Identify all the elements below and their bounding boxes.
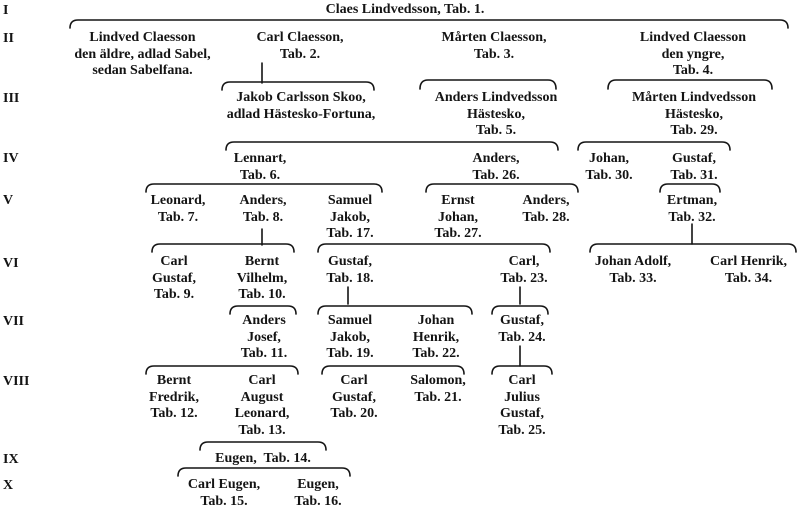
- person-name-line: Gustaf,: [484, 313, 560, 330]
- person-anders-28: [508, 193, 584, 226]
- person-johan-adolf-33: [578, 254, 688, 287]
- person-tab-ref: Tab. 20.: [316, 406, 392, 423]
- person-tab-ref: Tab. 22.: [398, 346, 474, 363]
- person-name-line: Vilhelm,: [224, 271, 300, 288]
- person-gustaf-31: [656, 151, 732, 184]
- person-tab-ref: Tab. 27.: [420, 226, 496, 243]
- person-tab-ref: Tab. 19.: [312, 346, 388, 363]
- generation-label-i: I: [3, 3, 8, 18]
- person-tab-ref: Tab. 32.: [652, 210, 732, 227]
- person-tab-ref: Tab. 10.: [224, 287, 300, 304]
- person-name-line: Carl: [136, 254, 212, 271]
- person-lennart: [222, 151, 298, 184]
- person-name-line: Gustaf,: [136, 271, 212, 288]
- person-name-line: Anders: [226, 313, 302, 330]
- person-salomon-21: [398, 373, 478, 406]
- person-name-line: Hästesko,: [414, 107, 578, 124]
- person-leonard-7: [140, 193, 216, 226]
- person-johan-30: [574, 151, 644, 184]
- person-name-line: Bernt: [224, 254, 300, 271]
- person-tab-ref: Tab. 11.: [226, 346, 302, 363]
- person-lindved-claesson-aldre: [60, 30, 225, 80]
- generation-label-vi: VI: [3, 256, 19, 271]
- person-tab-ref: Tab. 21.: [398, 390, 478, 407]
- person-name-line: Gustaf,: [312, 254, 388, 271]
- person-name-line: Fredrik,: [136, 390, 212, 407]
- person-tab-ref: Tab. 15.: [174, 494, 274, 510]
- person-name-line: Mårten Lindvedsson: [612, 90, 776, 107]
- person-tab-ref: Tab. 26.: [458, 168, 534, 185]
- person-name-line: sedan Sabelfana.: [60, 63, 225, 80]
- person-name-line: Julius: [484, 390, 560, 407]
- person-name-line: Mårten Claesson,: [424, 30, 564, 47]
- person-name-line: Ertman,: [652, 193, 732, 210]
- person-name-line: Samuel: [312, 313, 388, 330]
- generation-label-v: V: [3, 193, 13, 208]
- person-carl-eugen-15: [174, 477, 274, 510]
- person-samuel-jakob-19: [312, 313, 388, 363]
- person-name-line: Leonard,: [224, 406, 300, 423]
- person-name-line: Carl Eugen,: [174, 477, 274, 494]
- person-name-line: August: [224, 390, 300, 407]
- generation-label-iii: III: [3, 91, 19, 106]
- person-anders-8: [228, 193, 298, 226]
- person-ernst-johan-27: [420, 193, 496, 243]
- person-name-line: Anders,: [458, 151, 534, 168]
- person-name-line: Eugen, Tab. 14.: [190, 451, 336, 468]
- person-tab-ref: Tab. 18.: [312, 271, 388, 288]
- person-tab-ref: Tab. 28.: [508, 210, 584, 227]
- person-tab-ref: Tab. 17.: [312, 226, 388, 243]
- person-tab-ref: Tab. 3.: [424, 47, 564, 64]
- person-samuel-jakob-17: [312, 193, 388, 243]
- person-carl-julius-gustaf-25: [484, 373, 560, 439]
- person-tab-ref: Tab. 25.: [484, 423, 560, 440]
- person-name-line: Carl: [316, 373, 392, 390]
- generation-label-ii: II: [3, 31, 14, 46]
- person-jakob-carlsson-skoo: [213, 90, 389, 123]
- person-name-line: Leonard,: [140, 193, 216, 210]
- person-eugen-14: [190, 451, 336, 468]
- person-name-line: Gustaf,: [316, 390, 392, 407]
- person-name-line: Samuel: [312, 193, 388, 210]
- person-name-line: Carl Claesson,: [240, 30, 360, 47]
- person-carl-claesson: [240, 30, 360, 63]
- person-tab-ref: Tab. 9.: [136, 287, 212, 304]
- person-johan-henrik-22: [398, 313, 474, 363]
- person-tab-ref: Tab. 6.: [222, 168, 298, 185]
- person-name-line: Johan: [398, 313, 474, 330]
- person-bernt-fredrik-12: [136, 373, 212, 423]
- person-name-line: Ernst: [420, 193, 496, 210]
- person-name-line: Jakob Carlsson Skoo,: [213, 90, 389, 107]
- person-name-line: Johan,: [574, 151, 644, 168]
- person-name-line: Jakob,: [312, 330, 388, 347]
- person-name-line: Johan Adolf,: [578, 254, 688, 271]
- person-name-line: Hästesko,: [612, 107, 776, 124]
- person-name-line: den äldre, adlad Sabel,: [60, 47, 225, 64]
- person-name-line: adlad Hästesko-Fortuna,: [213, 107, 389, 124]
- person-tab-ref: Tab. 12.: [136, 406, 212, 423]
- person-name-line: Anders,: [508, 193, 584, 210]
- person-name-line: Claes Lindvedsson, Tab. 1.: [280, 2, 530, 19]
- person-tab-ref: Tab. 16.: [280, 494, 356, 510]
- person-lindved-claesson-yngre: [616, 30, 770, 80]
- person-name-line: Carl,: [486, 254, 562, 271]
- person-tab-ref: Tab. 34.: [697, 271, 800, 288]
- person-anders-lindvedsson: [414, 90, 578, 140]
- person-name-line: Lennart,: [222, 151, 298, 168]
- person-carl-23: [486, 254, 562, 287]
- person-marten-claesson: [424, 30, 564, 63]
- person-name-line: Gustaf,: [656, 151, 732, 168]
- person-tab-ref: Tab. 8.: [228, 210, 298, 227]
- person-name-line: Lindved Claesson: [60, 30, 225, 47]
- person-tab-ref: Tab. 2.: [240, 47, 360, 64]
- person-tab-ref: Tab. 4.: [616, 63, 770, 80]
- person-claes-lindvedsson: [280, 2, 530, 19]
- person-tab-ref: Tab. 30.: [574, 168, 644, 185]
- person-carl-henrik-34: [697, 254, 800, 287]
- person-name-line: Salomon,: [398, 373, 478, 390]
- person-tab-ref: Tab. 33.: [578, 271, 688, 288]
- person-tab-ref: Tab. 31.: [656, 168, 732, 185]
- person-name-line: Bernt: [136, 373, 212, 390]
- generation-label-viii: VIII: [3, 374, 29, 389]
- person-bernt-vilhelm-10: [224, 254, 300, 304]
- person-tab-ref: Tab. 13.: [224, 423, 300, 440]
- person-name-line: Lindved Claesson: [616, 30, 770, 47]
- person-name-line: den yngre,: [616, 47, 770, 64]
- person-name-line: Johan,: [420, 210, 496, 227]
- person-name-line: Anders,: [228, 193, 298, 210]
- person-name-line: Carl Henrik,: [697, 254, 800, 271]
- person-tab-ref: Tab. 7.: [140, 210, 216, 227]
- person-marten-lindvedsson: [612, 90, 776, 140]
- person-carl-august-leonard-13: [224, 373, 300, 439]
- person-tab-ref: Tab. 29.: [612, 123, 776, 140]
- person-gustaf-24: [484, 313, 560, 346]
- person-eugen-16: [280, 477, 356, 510]
- person-name-line: Josef,: [226, 330, 302, 347]
- person-name-line: Carl: [224, 373, 300, 390]
- person-gustaf-18: [312, 254, 388, 287]
- person-tab-ref: Tab. 5.: [414, 123, 578, 140]
- person-name-line: Eugen,: [280, 477, 356, 494]
- person-name-line: Gustaf,: [484, 406, 560, 423]
- person-tab-ref: Tab. 23.: [486, 271, 562, 288]
- person-ertman-32: [652, 193, 732, 226]
- generation-label-vii: VII: [3, 314, 24, 329]
- person-tab-ref: Tab. 24.: [484, 330, 560, 347]
- person-anders-josef-11: [226, 313, 302, 363]
- person-name-line: Anders Lindvedsson: [414, 90, 578, 107]
- person-anders-26: [458, 151, 534, 184]
- person-carl-gustaf-20: [316, 373, 392, 423]
- generation-label-ix: IX: [3, 452, 19, 467]
- generation-label-x: X: [3, 478, 13, 493]
- person-name-line: Henrik,: [398, 330, 474, 347]
- person-name-line: Carl: [484, 373, 560, 390]
- person-name-line: Jakob,: [312, 210, 388, 227]
- generation-label-iv: IV: [3, 151, 19, 166]
- person-carl-gustaf-9: [136, 254, 212, 304]
